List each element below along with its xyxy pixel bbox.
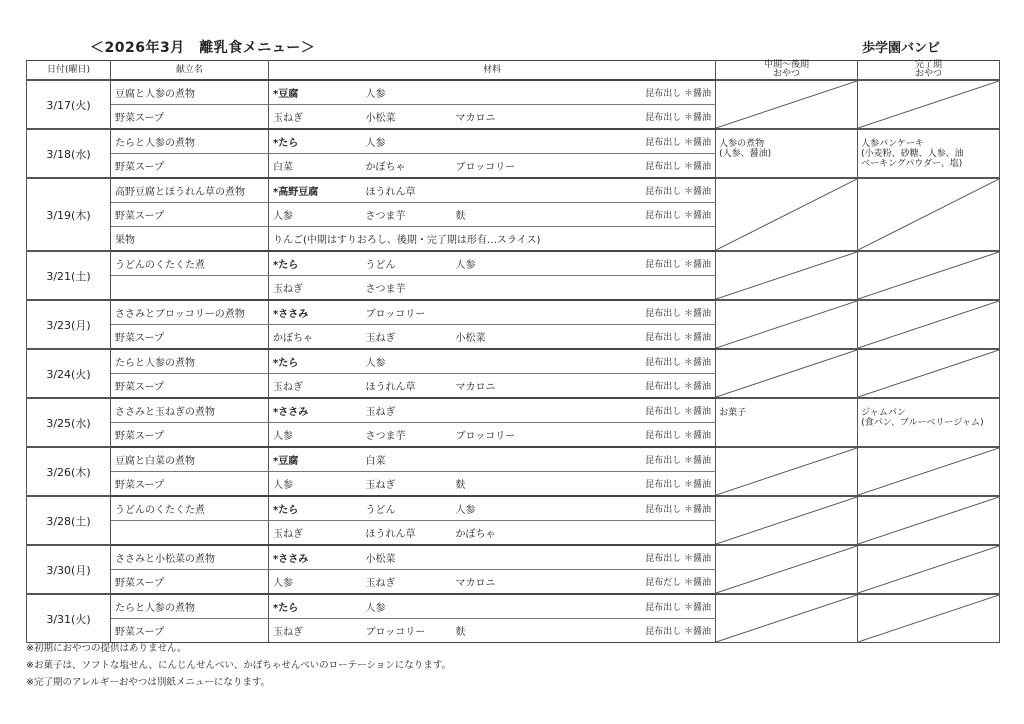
mid-late-snack [716, 80, 858, 129]
ingredient [542, 105, 632, 130]
ingredient [452, 80, 542, 105]
dish-name: 野菜スープ [111, 374, 269, 399]
dish-name: うどんのくたくた煮 [111, 496, 269, 521]
ingredient: ほうれん草 [362, 374, 452, 399]
ingredient [452, 300, 542, 325]
ingredient [542, 251, 632, 276]
ingredient [542, 472, 632, 497]
seasoning [632, 521, 716, 546]
ingredient: ブロッコリー [362, 619, 452, 643]
diagonal-line [716, 252, 857, 299]
ingredient [542, 374, 632, 399]
ingredient: さつま芋 [362, 203, 452, 227]
ingredient: 小松菜 [362, 545, 452, 570]
ingredient: 玉ねぎ [269, 276, 362, 301]
ingredient [542, 570, 632, 595]
diagonal-line [858, 252, 999, 299]
diagonal-line [716, 448, 857, 495]
table-row [27, 129, 1000, 154]
complete-snack [858, 349, 1000, 398]
ingredient: 麩 [452, 203, 542, 227]
date-cell: 3/18(水) [27, 129, 111, 178]
ingredient: *豆腐 [269, 80, 362, 105]
ingredient: *豆腐 [269, 447, 362, 472]
dish-name: 野菜スープ [111, 203, 269, 227]
date-cell: 3/19(木) [27, 178, 111, 251]
complete-snack [858, 251, 1000, 300]
footnotes [26, 640, 451, 691]
ingredient: ブロッコリー [452, 154, 542, 179]
ingredient: *ささみ [269, 300, 362, 325]
diagonal-line [858, 546, 999, 593]
seasoning: 昆布だし ＊醤油 [632, 570, 716, 595]
seasoning: 昆布出し ＊醤油 [632, 545, 716, 570]
ingredient: *たら [269, 496, 362, 521]
table-row [27, 300, 1000, 325]
ingredient [542, 496, 632, 521]
ingredient: 白菜 [269, 154, 362, 179]
ingredient: 小松菜 [362, 105, 452, 130]
diagonal-line [858, 595, 999, 642]
ingredient: 人参 [269, 203, 362, 227]
table-row [27, 496, 1000, 521]
dish-name: 豆腐と白菜の煮物 [111, 447, 269, 472]
seasoning: 昆布出し ＊醤油 [632, 105, 716, 130]
organization-name: 歩学園バンビ [862, 41, 941, 56]
dish-name: 野菜スープ [111, 472, 269, 497]
ingredient: 玉ねぎ [362, 398, 452, 423]
ingredient: 麩 [452, 619, 542, 643]
dish-name: たらと人参の煮物 [111, 594, 269, 619]
dish-name: うどんのくたくた煮 [111, 251, 269, 276]
ingredient: 人参 [362, 129, 452, 154]
ingredient: ブロッコリー [362, 300, 452, 325]
ingredient [542, 300, 632, 325]
ingredient [452, 129, 542, 154]
ingredient: *たら [269, 129, 362, 154]
mid-late-snack [716, 447, 858, 496]
table-row [27, 447, 1000, 472]
ingredient [542, 545, 632, 570]
ingredient: 玉ねぎ [362, 472, 452, 497]
diagonal-line [858, 497, 999, 544]
dish-name: 果物 [111, 227, 269, 252]
ingredient: *たら [269, 349, 362, 374]
seasoning: 昆布出し ＊醤油 [632, 447, 716, 472]
seasoning: 昆布出し ＊醤油 [632, 178, 716, 203]
diagonal-line [716, 546, 857, 593]
complete-snack-text: ジャムパン (食パン、ブルーベリージャム) [861, 408, 984, 428]
ingredient [542, 325, 632, 350]
ingredient [452, 276, 542, 301]
date-column-header: 日付(曜日) [27, 61, 111, 81]
ingredient: 人参 [452, 496, 542, 521]
complete-snack [858, 129, 1000, 178]
diagonal-line [716, 179, 857, 250]
complete-snack [858, 545, 1000, 594]
ingredient: 人参 [362, 594, 452, 619]
page-title: ＜2026年3月 離乳食メニュー＞ [90, 40, 316, 56]
ingredient [542, 619, 632, 643]
seasoning: 昆布出し ＊醤油 [632, 496, 716, 521]
ingredient [452, 545, 542, 570]
dish-column-header: 献立名 [111, 61, 269, 81]
seasoning: 昆布出し ＊醤油 [632, 423, 716, 448]
ingredient [542, 80, 632, 105]
diagonal-line [858, 350, 999, 397]
seasoning: 昆布出し ＊醤油 [632, 594, 716, 619]
mid-late-snack [716, 496, 858, 545]
table-row [27, 251, 1000, 276]
ingredient [542, 154, 632, 179]
ingredient: 玉ねぎ [269, 619, 362, 643]
mid-late-snack-column-header: 中期～後期 おやつ [716, 61, 858, 81]
ingredient [452, 447, 542, 472]
footnote: ※お菓子は、ソフトな塩せん、にんじんせんべい、かぼちゃせんべいのローテーションになります。 [26, 660, 452, 671]
complete-snack [858, 496, 1000, 545]
diagonal-line [716, 81, 857, 128]
seasoning: 昆布出し ＊醤油 [632, 374, 716, 399]
ingredient [542, 276, 632, 301]
mid-late-snack [716, 251, 858, 300]
seasoning: 昆布出し ＊醤油 [632, 251, 716, 276]
dish-name: ささみと玉ねぎの煮物 [111, 398, 269, 423]
ingredient: 玉ねぎ [269, 105, 362, 130]
seasoning [632, 276, 716, 301]
ingredient [542, 178, 632, 203]
complete-snack-column-header: 完了期 おやつ [858, 61, 1000, 81]
ingredient: 玉ねぎ [362, 570, 452, 595]
mid-late-snack [716, 398, 858, 447]
diagonal-line [858, 179, 999, 250]
date-cell: 3/25(水) [27, 398, 111, 447]
date-cell: 3/28(土) [27, 496, 111, 545]
date-cell: 3/21(土) [27, 251, 111, 300]
ingredient: *高野豆腐 [269, 178, 362, 203]
ingredient: 麩 [452, 472, 542, 497]
fruit-note: りんご(中期はすりおろし、後期・完了期は形有…スライス) [269, 227, 716, 252]
seasoning: 昆布出し ＊醤油 [632, 325, 716, 350]
dish-name: 野菜スープ [111, 105, 269, 130]
dish-name: たらと人参の煮物 [111, 129, 269, 154]
ingredient [542, 129, 632, 154]
mid-late-snack [716, 594, 858, 643]
complete-snack [858, 447, 1000, 496]
diagonal-line [716, 350, 857, 397]
ingredient: 玉ねぎ [269, 374, 362, 399]
ingredient: 玉ねぎ [269, 521, 362, 546]
ingredient: マカロニ [452, 570, 542, 595]
ingredient [542, 594, 632, 619]
table-row [27, 398, 1000, 423]
ingredient: *たら [269, 251, 362, 276]
dish-name [111, 276, 269, 301]
ingredient: 人参 [452, 251, 542, 276]
ingredient: かぼちゃ [269, 325, 362, 350]
mid-late-snack [716, 129, 858, 178]
dish-name: 豆腐と人参の煮物 [111, 80, 269, 105]
seasoning: 昆布出し ＊醤油 [632, 472, 716, 497]
ingredient [542, 521, 632, 546]
complete-snack [858, 594, 1000, 643]
mid-late-snack [716, 178, 858, 251]
ingredient: ブロッコリー [452, 423, 542, 448]
ingredient [452, 594, 542, 619]
date-cell: 3/17(火) [27, 80, 111, 129]
date-cell: 3/24(火) [27, 349, 111, 398]
diagonal-line [716, 595, 857, 642]
ingredient: 人参 [269, 472, 362, 497]
mid-late-snack [716, 349, 858, 398]
ingredient [542, 447, 632, 472]
diagonal-line [858, 448, 999, 495]
dish-name: 高野豆腐とほうれん草の煮物 [111, 178, 269, 203]
seasoning: 昆布出し ＊醤油 [632, 203, 716, 227]
seasoning: 昆布出し ＊醤油 [632, 398, 716, 423]
diagonal-line [858, 81, 999, 128]
ingredient: 人参 [362, 349, 452, 374]
diagonal-line [716, 301, 857, 348]
ingredient [452, 349, 542, 374]
ingredient: *ささみ [269, 545, 362, 570]
table-row [27, 178, 1000, 203]
ingredient: かぼちゃ [452, 521, 542, 546]
ingredient: うどん [362, 251, 452, 276]
ingredient: 人参 [269, 570, 362, 595]
ingredient: ほうれん草 [362, 178, 452, 203]
ingredient [542, 423, 632, 448]
ingredient: 白菜 [362, 447, 452, 472]
ingredient: 小松菜 [452, 325, 542, 350]
table-row [27, 545, 1000, 570]
complete-snack [858, 398, 1000, 447]
footnote: ※完了期のアレルギーおやつは別紙メニューになります。 [26, 677, 271, 688]
complete-snack [858, 178, 1000, 251]
complete-snack-text: 人参パンケーキ (小麦粉、砂糖、人参、油 ベーキングパウダー、塩) [861, 139, 964, 169]
ingredient: 人参 [362, 80, 452, 105]
mid-late-snack-text: 人参の煮物 (人参、醤油) [719, 139, 772, 159]
ingredient: さつま芋 [362, 423, 452, 448]
menu-table [26, 60, 1000, 643]
ingredient [542, 398, 632, 423]
ingredient: 玉ねぎ [362, 325, 452, 350]
ingredient: さつま芋 [362, 276, 452, 301]
dish-name: 野菜スープ [111, 619, 269, 643]
mid-late-snack-text: お菓子 [719, 408, 747, 418]
table-row [27, 349, 1000, 374]
ingredient [452, 398, 542, 423]
ingredient [452, 178, 542, 203]
date-cell: 3/31(火) [27, 594, 111, 643]
date-cell: 3/23(月) [27, 300, 111, 349]
diagonal-line [716, 497, 857, 544]
seasoning: 昆布出し ＊醤油 [632, 619, 716, 643]
table-row [27, 594, 1000, 619]
ingredient: マカロニ [452, 374, 542, 399]
table-row [27, 80, 1000, 105]
seasoning: 昆布出し ＊醤油 [632, 349, 716, 374]
mid-late-snack [716, 300, 858, 349]
seasoning: 昆布出し ＊醤油 [632, 80, 716, 105]
dish-name [111, 521, 269, 546]
dish-name: 野菜スープ [111, 570, 269, 595]
date-cell: 3/26(木) [27, 447, 111, 496]
seasoning: 昆布出し ＊醤油 [632, 129, 716, 154]
ingredient: かぼちゃ [362, 154, 452, 179]
ingredient: *たら [269, 594, 362, 619]
complete-snack [858, 300, 1000, 349]
ingredient: ほうれん草 [362, 521, 452, 546]
mid-late-snack [716, 545, 858, 594]
ingredient: 人参 [269, 423, 362, 448]
diagonal-line [858, 301, 999, 348]
dish-name: ささみとブロッコリーの煮物 [111, 300, 269, 325]
footnote: ※初期におやつの提供はありません。 [26, 643, 187, 654]
ingredient [542, 349, 632, 374]
complete-snack [858, 80, 1000, 129]
seasoning: 昆布出し ＊醤油 [632, 300, 716, 325]
dish-name: 野菜スープ [111, 154, 269, 179]
dish-name: ささみと小松菜の煮物 [111, 545, 269, 570]
dish-name: 野菜スープ [111, 325, 269, 350]
dish-name: たらと人参の煮物 [111, 349, 269, 374]
date-cell: 3/30(月) [27, 545, 111, 594]
ingredient: うどん [362, 496, 452, 521]
ingredient [542, 203, 632, 227]
dish-name: 野菜スープ [111, 423, 269, 448]
materials-column-header: 材料 [269, 61, 716, 81]
ingredient: マカロニ [452, 105, 542, 130]
ingredient: *ささみ [269, 398, 362, 423]
seasoning: 昆布出し ＊醤油 [632, 154, 716, 179]
